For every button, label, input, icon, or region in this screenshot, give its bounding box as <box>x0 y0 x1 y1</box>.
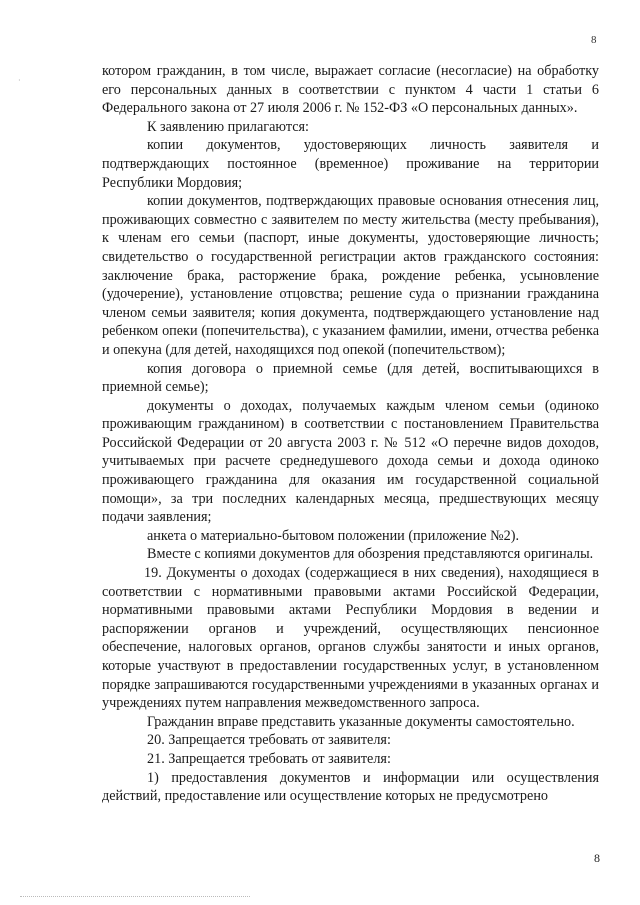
paragraph: котором гражданин, в том числе, выражает согласие (несогласие) на обработку его персональных данных в соответствии с пунктом 4 части 1 статьи 6 Федерального закона от 27 июля 2006 г. № 152-ФЗ «О персональных данных». <box>102 63 599 117</box>
scan-mark: · <box>18 76 21 85</box>
paragraph: К заявлению прилагаются: <box>147 118 309 135</box>
scan-edge-artifact <box>20 896 250 901</box>
paragraph: 21. Запрещается требовать от заявителя: <box>147 750 391 767</box>
page-number-top: 8 <box>591 34 597 46</box>
paragraph: 20. Запрещается требовать от заявителя: <box>147 732 391 749</box>
paragraph: документы о доходах, получаемых каждым членом семьи (одиноко проживающим гражданином) в соответствии с постановлением Правительства Российской Федерации от 20 августа 2003 г. № 512 «О перечне видов доходов, учитываемых при расчете среднедушевого дохода семьи и дохода одиноко проживающего гражданина для оказания им государственной социальной помощи», за три последних календарных месяца, предшествующих месяцу подачи заявления; <box>102 397 599 526</box>
paragraph: Вместе с копиями документов для обозрения представляются оригиналы. <box>147 546 594 563</box>
paragraph: анкета о материально-бытовом положении (приложение №2). <box>147 527 519 544</box>
paragraph: Гражданин вправе представить указанные документы самостоятельно. <box>147 713 575 730</box>
paragraph: копии документов, удостоверяющих личность заявителя и подтверждающих постоянное (временное) проживание на территории Республики Мордовия; <box>102 137 599 191</box>
paragraph: 19. Документы о доходах (содержащиеся в них сведения), находящиеся в соответствии с нормативными правовыми актами Российской Федерации, нормативными правовыми актами Республики Мордовия в ведении и распоряжении органов и учреждений, осуществляющих пенсионное обеспечение, налоговых органов, органов службы занятости и иных органов, которые участвуют в предоставлении государственных услуг, в установленном порядке запрашиваются государственными учреждениями в указанных органах и учреждениях путем направления межведомственного запроса. <box>102 565 599 712</box>
paragraph: копии документов, подтверждающих правовые основания отнесения лиц, проживающих совместно с заявителем по месту жительства (месту пребывания), к членам его семьи (паспорт, иные документы, удостоверяющие личность; свидетельство о государственной регистрации актов гражданского состояния: заключение брака, расторжение брака, рождение ребенка, усыновление (удочерение), установление отцовства; решение суда о признании гражданина членом семьи заявителя; копия документа, подтверждающего установление над ребенком опеки (попечительства), с указанием фамилии, имени, отчества ребенка и опекуна (для детей, находящихся под опекой (попечительством); <box>102 193 599 358</box>
page-number-bottom: 8 <box>594 851 600 865</box>
document-body <box>102 62 599 806</box>
paragraph: копия договора о приемной семье (для детей, воспитывающихся в приемной семье); <box>102 360 599 396</box>
paragraph: 1) предоставления документов и информации или осуществления действий, предоставление или осуществление которых не предусмотрено <box>102 769 599 805</box>
